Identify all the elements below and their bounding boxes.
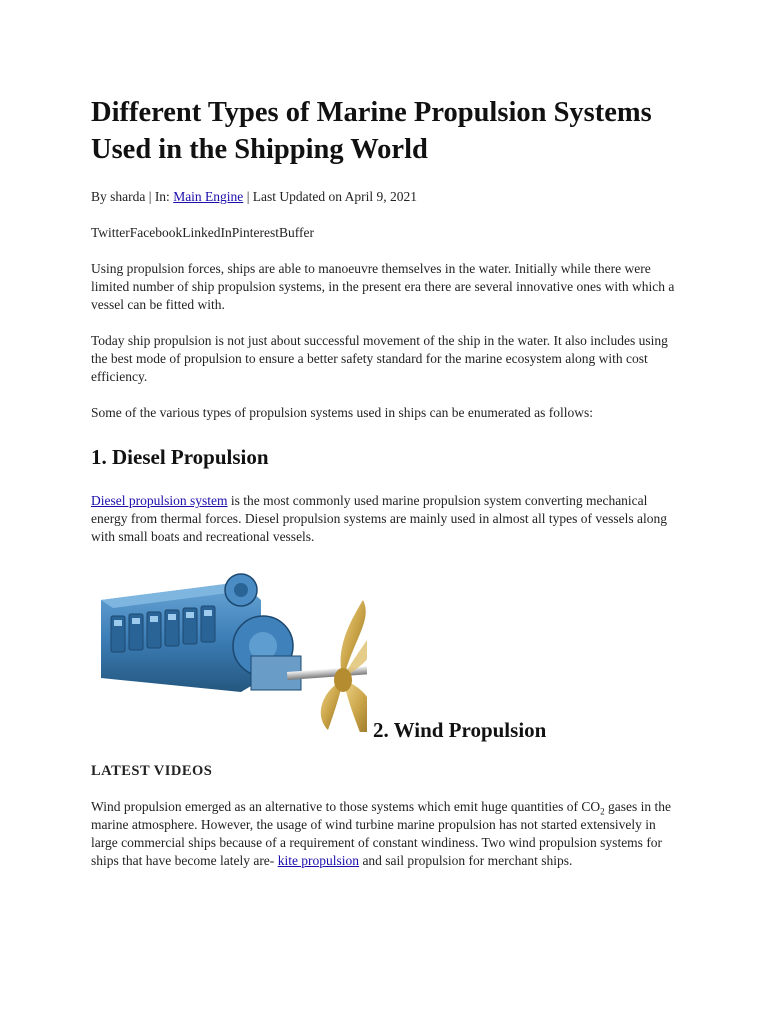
article	[91, 94, 681, 870]
diesel-propulsion-link[interactable]: Diesel propulsion system	[91, 493, 228, 508]
wind-paragraph	[91, 798, 681, 870]
kite-propulsion-link[interactable]: kite propulsion	[277, 853, 360, 868]
heading-diesel-propulsion: 1. Diesel Propulsion	[91, 445, 269, 469]
diesel-text: is the most commonly used marine propulsion system converting mechanical energy from thermal forces. Diesel propulsion systems are mainly used in almost all types of vessels along with small boats and recreational vessels.	[91, 493, 667, 544]
marine-engine-image	[91, 560, 367, 732]
diesel-paragraph	[91, 492, 681, 546]
intro-paragraph-1: Using propulsion forces, ships are able to manoeuvre themselves in the water. Initially while there were limited number of ship propulsion systems, in the present era there are several innovative ones with which a vessel can be fitted with.	[91, 261, 675, 312]
intro-paragraph-2: Today ship propulsion is not just about successful movement of the ship in the water. It also includes using the best mode of propulsion to ensure a better safety standard for the marine ecosystem along with cost efficiency.	[91, 333, 668, 384]
article-title: Different Types of Marine Propulsion Systems Used in the Shipping World	[91, 97, 652, 165]
intro-paragraph-3: Some of the various types of propulsion systems used in ships can be enumerated as follows:	[91, 405, 594, 420]
co2-subscript: 2	[600, 806, 605, 817]
share-links[interactable]: TwitterFacebookLinkedInPinterestBuffer	[91, 225, 314, 240]
article-meta	[91, 188, 681, 206]
wind-text-b: gases in the marine atmosphere. However, the usage of wind turbine marine propulsion has not started extensively in large commercial ships because of a requirement of constant windiness. Two wind propulsion systems for ships that have become lately are-	[91, 799, 671, 868]
category-link[interactable]: Main Engine	[173, 189, 244, 204]
heading-wind-propulsion: 2. Wind Propulsion	[373, 718, 547, 742]
wind-text-a: Wind propulsion emerged as an alternative to those systems which emit huge quantities of CO	[91, 799, 601, 814]
latest-videos-heading: LATEST VIDEOS	[91, 763, 213, 779]
meta-updated: | Last Updated on April 9, 2021	[243, 189, 417, 204]
figure-row	[91, 560, 681, 742]
meta-author: By sharda | In:	[91, 189, 174, 204]
wind-text-c: and sail propulsion for merchant ships.	[359, 853, 573, 868]
